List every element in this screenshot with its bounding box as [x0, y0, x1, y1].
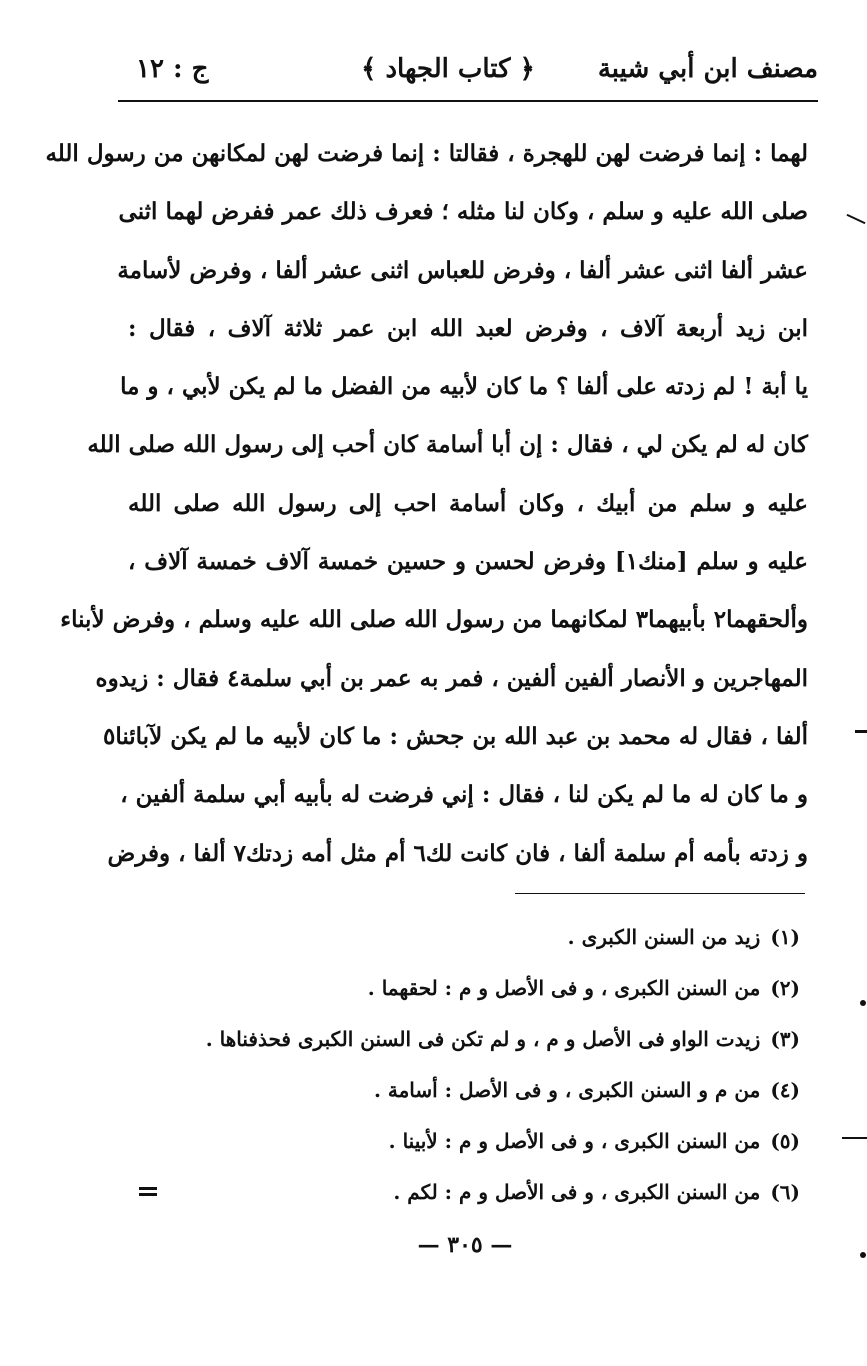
footnote	[200, 963, 800, 1014]
footnote	[200, 1116, 800, 1167]
footnote-number: (٤)	[770, 1078, 800, 1102]
footnote-rule	[515, 893, 805, 894]
footnote	[200, 912, 800, 963]
footnote-text: زيد من السنن الكبرى .	[567, 925, 761, 949]
text-line: و ما كان له ما لم يكن لنا ، فقال : إني فرضت له بأبيه أبي سلمة ألفين ،	[120, 781, 808, 809]
footnote-text: من السنن الكبرى ، و فى الأصل و م : لحقهما .	[367, 976, 761, 1000]
text-line: عليه و سلم من أبيك ، وكان أسامة احب إلى رسول الله صلى الله	[128, 489, 808, 517]
footnote-number: (٣)	[770, 1027, 800, 1051]
margin-mark	[842, 1137, 867, 1139]
footnote-number: (٦)	[770, 1180, 800, 1204]
footnote-text: من السنن الكبرى ، و فى الأصل و م : لأبينا .	[388, 1129, 761, 1153]
main-text	[45, 125, 808, 883]
footnote	[200, 1167, 800, 1218]
volume-number: ج : ١٢	[136, 54, 209, 84]
margin-mark	[860, 1252, 866, 1258]
text-line: عليه و سلم [منك١] وفرض لحسن و حسين خمسة آلاف خمسة آلاف ،	[128, 548, 808, 576]
footnote-text: من م و السنن الكبرى ، و فى الأصل : أسامة .	[373, 1078, 761, 1102]
margin-mark	[139, 1187, 157, 1190]
text-line: يا أبة ! لم زدته على ألفا ؟ ما كان لأبيه من الفضل ما لم يكن لأبي ، و ما	[120, 373, 808, 401]
margin-mark	[855, 730, 867, 733]
text-line: ألفا ، فقال له محمد بن عبد الله بن جحش : ما كان لأبيه ما لم يكن لآبائنا٥	[102, 722, 808, 750]
margin-mark	[847, 214, 866, 224]
footnote-text: زيدت الواو فى الأصل و م ، و لم تكن فى السنن الكبرى فحذفناها .	[205, 1027, 761, 1051]
footnote	[200, 1065, 800, 1116]
book-title: مصنف ابن أبي شيبة	[597, 54, 818, 84]
footnote-number: (١)	[770, 925, 800, 949]
header-rule	[118, 100, 818, 102]
text-line: و زدته بأمه أم سلمة ألفا ، فان كانت لك٦ أم مثل أمه زدتك٧ ألفا ، وفرض	[107, 839, 808, 867]
text-line: ابن زيد أربعة آلاف ، وفرض لعبد الله ابن عمر ثلاثة آلاف ، فقال :	[128, 314, 808, 342]
footnote-text: من السنن الكبرى ، و فى الأصل و م : لكم .	[393, 1180, 761, 1204]
text-line: عشر ألفا اثنى عشر ألفا ، وفرض للعباس اثنى عشر ألفا ، وفرض لأسامة	[117, 256, 808, 284]
text-line: المهاجرين و الأنصار ألفين ألفين ، فمر به عمر بن أبي سلمة٤ فقال : زيدوه	[95, 664, 808, 692]
running-head	[118, 50, 818, 98]
margin-mark	[139, 1193, 157, 1196]
page-number: — ٣٠٥ —	[417, 1232, 513, 1258]
text-line: صلى الله عليه و سلم ، وكان لنا مثله ؛ فعرف ذلك عمر ففرض لهما اثنى	[118, 198, 808, 226]
text-line: لهما : إنما فرضت لهن للهجرة ، فقالتا : إنما فرضت لهن لمكانهن من رسول الله	[45, 140, 808, 167]
footnote-number: (٥)	[770, 1129, 800, 1153]
footnote-number: (٢)	[770, 976, 800, 1000]
chapter-title: ﴿ كتاب الجهاد ﴾	[361, 54, 535, 84]
text-line: وألحقهما٢ بأبيهما٣ لمكانهما من رسول الله صلى الله عليه وسلم ، وفرض لأبناء	[60, 606, 808, 634]
footnote	[200, 1014, 800, 1065]
margin-mark	[860, 1000, 866, 1006]
text-line: كان له لم يكن لي ، فقال : إن أبا أسامة كان أحب إلى رسول الله صلى الله	[87, 431, 808, 459]
footnotes	[200, 912, 800, 1218]
